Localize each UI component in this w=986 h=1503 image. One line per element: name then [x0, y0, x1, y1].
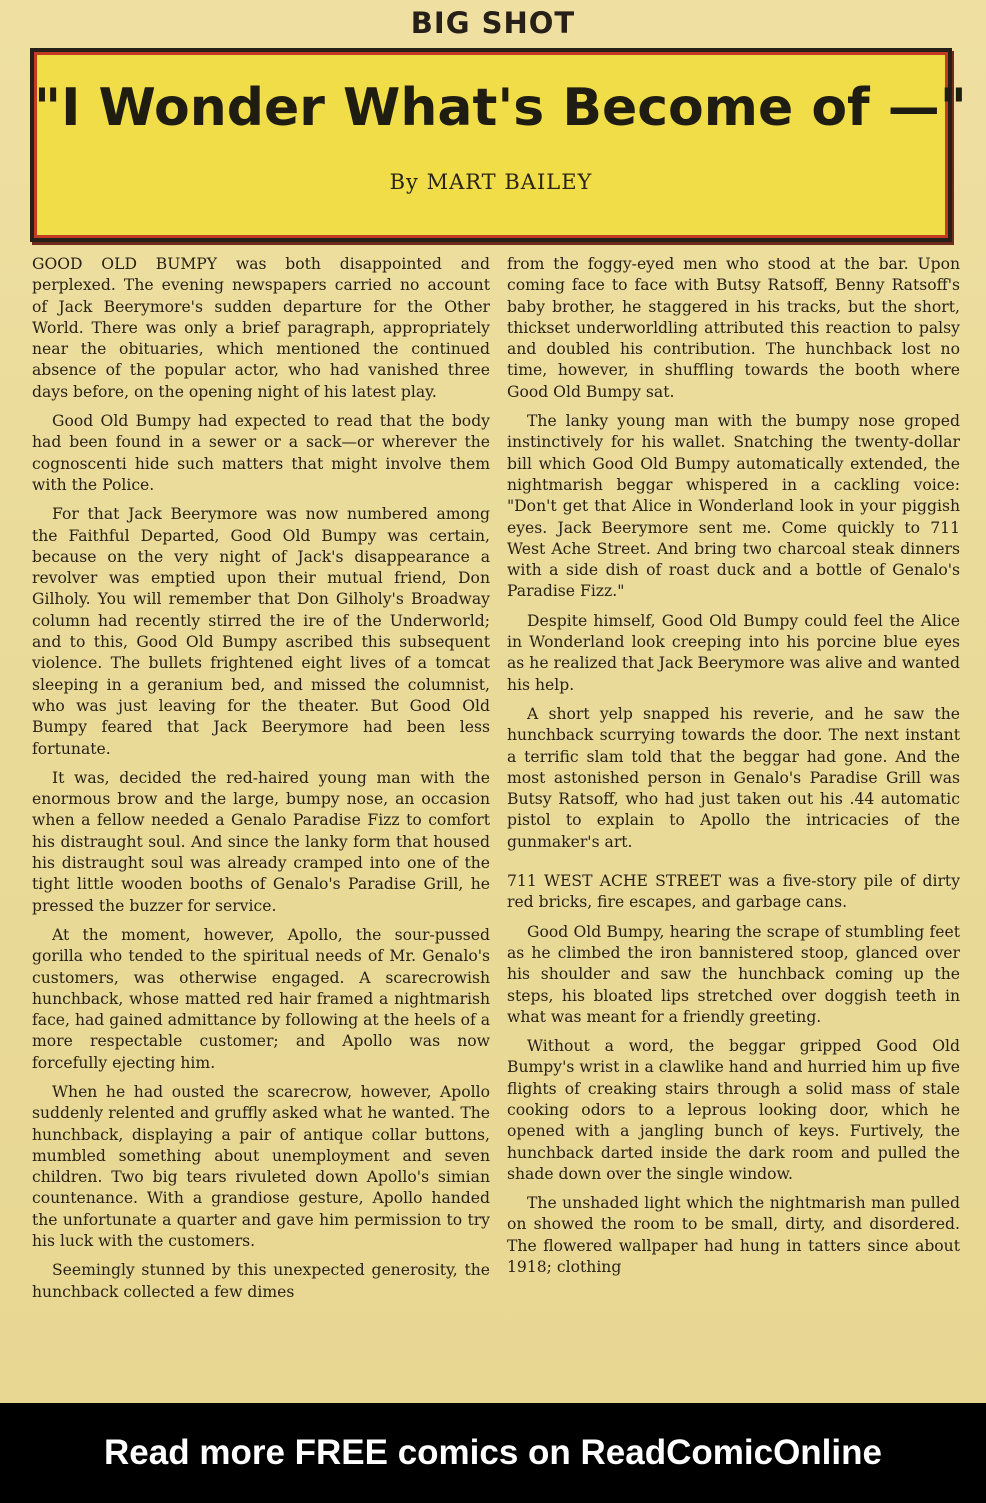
paragraph: Seemingly stunned by this unexpected generosity, the hunchback collected a few dimes [32, 1261, 490, 1301]
paragraph: A short yelp snapped his reverie, and he saw the hunchback scurrying towards the door. The next instant a terrific slam told that the beggar had gone. And the most astonished person in Genalo's Paradise Grill was Butsy Ratsoff, who had just taken out his .44 automatic pistol to explain to Apollo the intricacies of the gunmaker's art. [507, 704, 960, 851]
right-column [507, 254, 960, 1286]
paragraph: The unshaded light which the nightmarish man pulled on showed the room to be small, dirty, and disordered. The flowered wallpaper had hung in tatters since about 1918; clothing [507, 1194, 960, 1277]
paragraph: from the foggy-eyed men who stood at the bar. Upon coming face to face with Butsy Ratsoff, Benny Ratsoff's baby brother, he staggered in his tracks, but the short, thickset underworldling attributed this reaction to palsy and doubled his contribution. The hunchback lost no time, however, in shuffling towards the booth where Good Old Bumpy sat. [507, 255, 960, 401]
paragraph: Without a word, the beggar gripped Good Old Bumpy's wrist in a clawlike hand and hurried him up five flights of creaking stairs through a solid mass of stale cooking odors to a leprous looking door, which he opened with a jangling bunch of keys. Furtively, the hunchback darted inside the dark room and pulled the shade down over the single window. [507, 1037, 960, 1183]
paragraph: The lanky young man with the bumpy nose groped instinctively for his wallet. Snatching the twenty-dollar bill which Good Old Bumpy automatically extended, the nightmarish beggar whispered in a cackling voice: "Don't get that Alice in Wonderland look in your piggish eyes. Jack Beerymore sent me. Come quickly to 711 West Ache Street. And bring two charcoal steak dinners with a side dish of roast duck and a bottle of Genalo's Paradise Fizz." [507, 412, 960, 601]
paragraph: Good Old Bumpy had expected to read that the body had been found in a sewer or a sack—or wherever the cognoscenti hide such matters that might involve them with the Police. [32, 412, 490, 494]
footer-text: Read more FREE comics on ReadComicOnline [104, 1433, 882, 1472]
paragraph: Good Old Bumpy, hearing the scrape of stumbling feet as he climbed the iron bannistered stoop, glanced over his shoulder and saw the hunchback coming up the steps, his bloated lips stretched over doggish teeth in what was meant for a friendly greeting. [507, 922, 960, 1026]
masthead: BIG SHOT [410, 6, 576, 40]
paragraph: At the moment, however, Apollo, the sour-pussed gorilla who tended to the spiritual needs of Mr. Genalo's customers, was otherwise engaged. A scarecrowish hunchback, whose matted red hair framed a nightmarish face, had gained admittance by following at the heels of a more respectable customer; and Apollo was now forcefully ejecting him. [32, 925, 491, 1072]
footer-banner [0, 1403, 986, 1503]
paragraph: It was, decided the red-haired young man with the enormous brow and the large, bumpy nose, an occasion when a fellow needed a Genalo Paradise Fizz to comfort his distraught soul. And since the lanky form that housed his distraught soul was already cramped into one of the tight little wooden booths of Genalo's Paradise Grill, he pressed the buzzer for service. [32, 768, 490, 915]
paragraph: 711 WEST ACHE STREET was a five-story pile of dirty red bricks, fire escapes, and garbage cans. [507, 872, 960, 912]
title-box [30, 48, 967, 242]
paragraph: For that Jack Beerymore was now numbered among the Faithful Departed, Good Old Bumpy was certain, because on the very night of Jack's disappearance a revolver was emptied upon their mutual friend, Don Gilholy. You will remember that Don Gilholy's Broadway column had recently stirred the ire of the Underworld; and to this, Good Old Bumpy ascribed this subsequent violence. The bullets frightened eight lives of a tomcat sleeping in a geranium bed, and missed the columnist, who was just leaving for the theater. But Good Old Bumpy feared that Jack Beerymore had been less fortunate. [32, 505, 490, 758]
byline: By MART BAILEY [389, 170, 593, 194]
story-title: "I Wonder What's Become of —" [34, 78, 967, 138]
paragraph: Despite himself, Good Old Bumpy could feel the Alice in Wonderland look creeping into his porcine blue eyes as he realized that Jack Beerymore was alive and wanted his help. [507, 611, 960, 694]
paragraph: GOOD OLD BUMPY was both disappointed and perplexed. The evening newspapers carried no account of Jack Beerymore's sudden departure for the Other World. There was only a brief paragraph, appropriately near the obituaries, which mentioned the continued absence of the popular actor, who had vanished three days before, on the opening night of his latest play. [32, 255, 490, 401]
paragraph: When he had ousted the scarecrow, however, Apollo suddenly relented and gruffly asked what he wanted. The hunchback, displaying a pair of antique collar buttons, mumbled something about unemployment and seven children. Two big tears rivuleted down Apollo's simian countenance. With a grandiose gesture, Apollo handed the unfortunate a quarter and gave him permission to try his luck with the customers. [32, 1082, 490, 1251]
left-column [32, 254, 490, 1311]
